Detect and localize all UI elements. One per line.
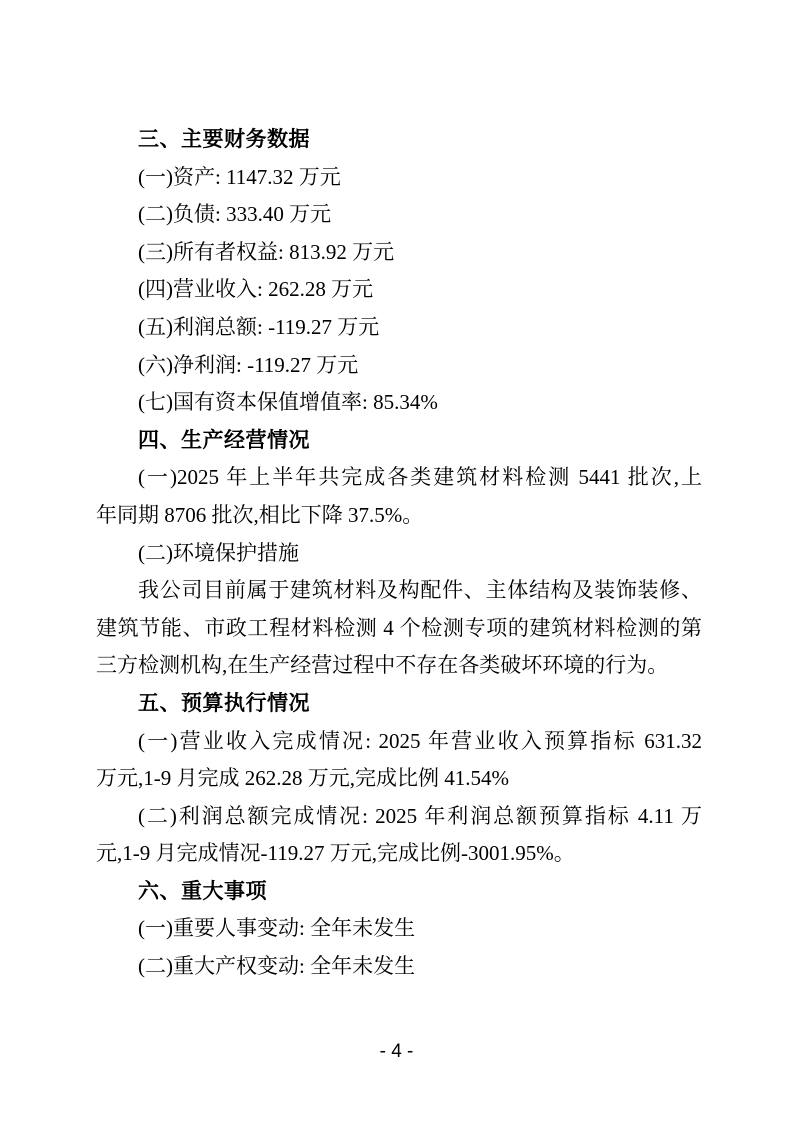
item-personnel-changes: (一)重要人事变动: 全年未发生 (138, 916, 416, 941)
line-revenue-completion-1: (一)营业收入完成情况: 2025 年营业收入预算指标 631.32 (138, 728, 702, 753)
line-revenue-completion-2: 万元,1-9 月完成 262.28 万元,完成比例 41.54% (96, 766, 509, 791)
heading-budget-execution: 五、预算执行情况 (138, 691, 310, 715)
subheading-environmental-protection: (二)环境保护措施 (138, 540, 299, 565)
page-number: - 4 - (379, 1041, 414, 1062)
item-total-profit: (五)利润总额: -119.27 万元 (138, 314, 380, 339)
line-company-scope-1: 我公司目前属于建筑材料及构配件、主体结构及装饰装修、 (138, 578, 702, 603)
document-content (96, 121, 702, 986)
line-company-scope-2: 建筑节能、市政工程材料检测 4 个检测专项的建筑材料检测的第 (96, 615, 702, 640)
item-capital-preservation-rate: (七)国有资本保值增值率: 85.34% (138, 390, 438, 415)
line-profit-completion-1: (二)利润总额完成情况: 2025 年利润总额预算指标 4.11 万 (138, 803, 702, 828)
item-operating-revenue: (四)营业收入: 262.28 万元 (138, 277, 374, 302)
line-testing-batches-1: (一)2025 年上半年共完成各类建筑材料检测 5441 批次,上 (138, 465, 702, 490)
item-assets: (一)资产: 1147.32 万元 (138, 164, 341, 189)
item-property-rights-changes: (二)重大产权变动: 全年未发生 (138, 954, 416, 979)
heading-main-financial-data: 三、主要财务数据 (138, 128, 310, 151)
line-profit-completion-2: 元,1-9 月完成情况-119.27 万元,完成比例-3001.95%。 (96, 841, 575, 866)
item-owners-equity: (三)所有者权益: 813.92 万元 (138, 239, 395, 264)
heading-major-events: 六、重大事项 (138, 879, 267, 903)
heading-production-operation: 四、生产经营情况 (138, 428, 310, 452)
line-testing-batches-2: 年同期 8706 批次,相比下降 37.5%。 (96, 502, 424, 527)
line-company-scope-3: 三方检测机构,在生产经营过程中不存在各类破坏环境的行为。 (96, 653, 669, 678)
item-liabilities: (二)负债: 333.40 万元 (138, 202, 332, 227)
item-net-profit: (六)净利润: -119.27 万元 (138, 352, 359, 377)
